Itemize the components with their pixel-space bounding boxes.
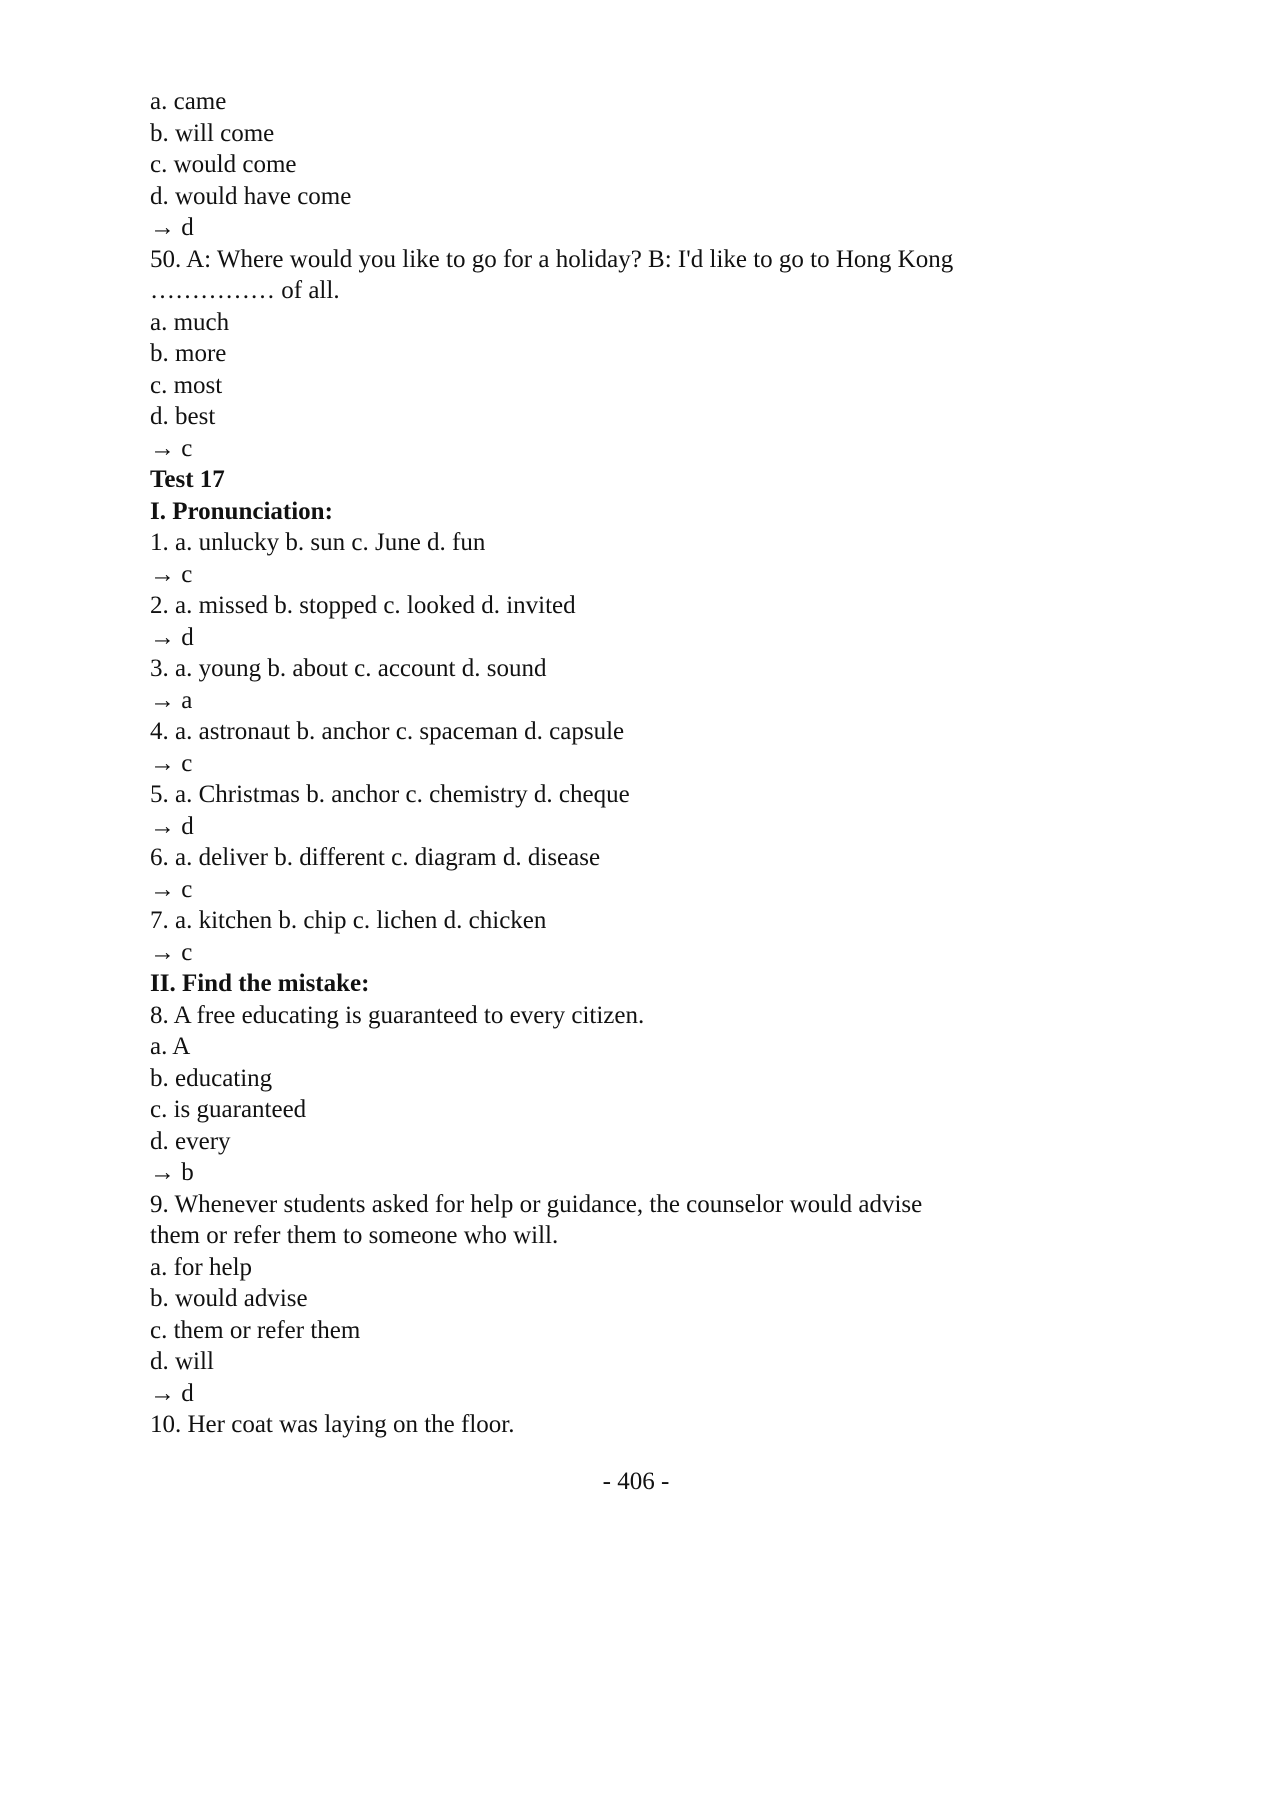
text-line: 9. Whenever students asked for help or guidance, the counselor would advise <box>150 1190 923 1218</box>
text-line: → c <box>150 875 193 903</box>
section-heading: II. Find the mistake: <box>150 970 370 997</box>
text-line: 3. a. young b. about c. account d. sound <box>150 655 547 682</box>
text-line: 4. a. astronaut b. anchor c. spaceman d. capsule <box>150 718 625 745</box>
text-line: d. best <box>150 403 216 430</box>
page-number: - 406 - <box>602 1468 670 1495</box>
text-line: 2. a. missed b. stopped c. looked d. invited <box>150 592 576 619</box>
text-line: → c <box>150 434 193 462</box>
text-line: 50. A: Where would you like to go for a holiday? B: I'd like to go to Hong Kong <box>150 245 954 273</box>
section-heading: Test 17 <box>150 466 225 493</box>
text-line: c. is guaranteed <box>150 1096 307 1123</box>
text-line: d. would have come <box>150 182 352 210</box>
text-line: → c <box>150 749 193 777</box>
text-line: → b <box>150 1159 194 1186</box>
text-line: 1. a. unlucky b. sun c. June d. fun <box>150 529 486 556</box>
text-line: 6. a. deliver b. different c. diagram d. disease <box>150 844 601 871</box>
text-line: b. would advise <box>150 1285 308 1312</box>
document-body <box>150 86 1050 1441</box>
text-line: c. most <box>150 371 223 399</box>
text-line: → c <box>150 938 193 966</box>
text-line: c. would come <box>150 151 297 178</box>
text-line: 5. a. Christmas b. anchor c. chemistry d. cheque <box>150 781 630 808</box>
text-line: 10. Her coat was laying on the floor. <box>150 1411 515 1438</box>
text-line: → c <box>150 560 193 588</box>
text-line: c. them or refer them <box>150 1316 361 1344</box>
text-line: d. every <box>150 1127 231 1155</box>
text-line: → a <box>150 686 193 714</box>
text-line: b. more <box>150 340 227 367</box>
text-line: → d <box>150 623 194 651</box>
text-line: d. will <box>150 1348 214 1375</box>
text-line: → d <box>150 812 194 840</box>
text-line: 8. A free educating is guaranteed to every citizen. <box>150 1001 645 1029</box>
text-line: b. educating <box>150 1064 273 1092</box>
text-line: a. A <box>150 1033 191 1060</box>
text-line: 7. a. kitchen b. chip c. lichen d. chicken <box>150 907 547 934</box>
text-line: a. for help <box>150 1253 253 1281</box>
text-line: a. much <box>150 308 230 336</box>
text-line: b. will come <box>150 119 275 147</box>
text-line: → d <box>150 1379 194 1407</box>
text-line: → d <box>150 214 194 241</box>
text-line: a. came <box>150 88 227 115</box>
section-heading: I. Pronunciation: <box>150 497 333 525</box>
text-line: …………… of all. <box>150 277 340 304</box>
text-line: them or refer them to someone who will. <box>150 1222 559 1249</box>
